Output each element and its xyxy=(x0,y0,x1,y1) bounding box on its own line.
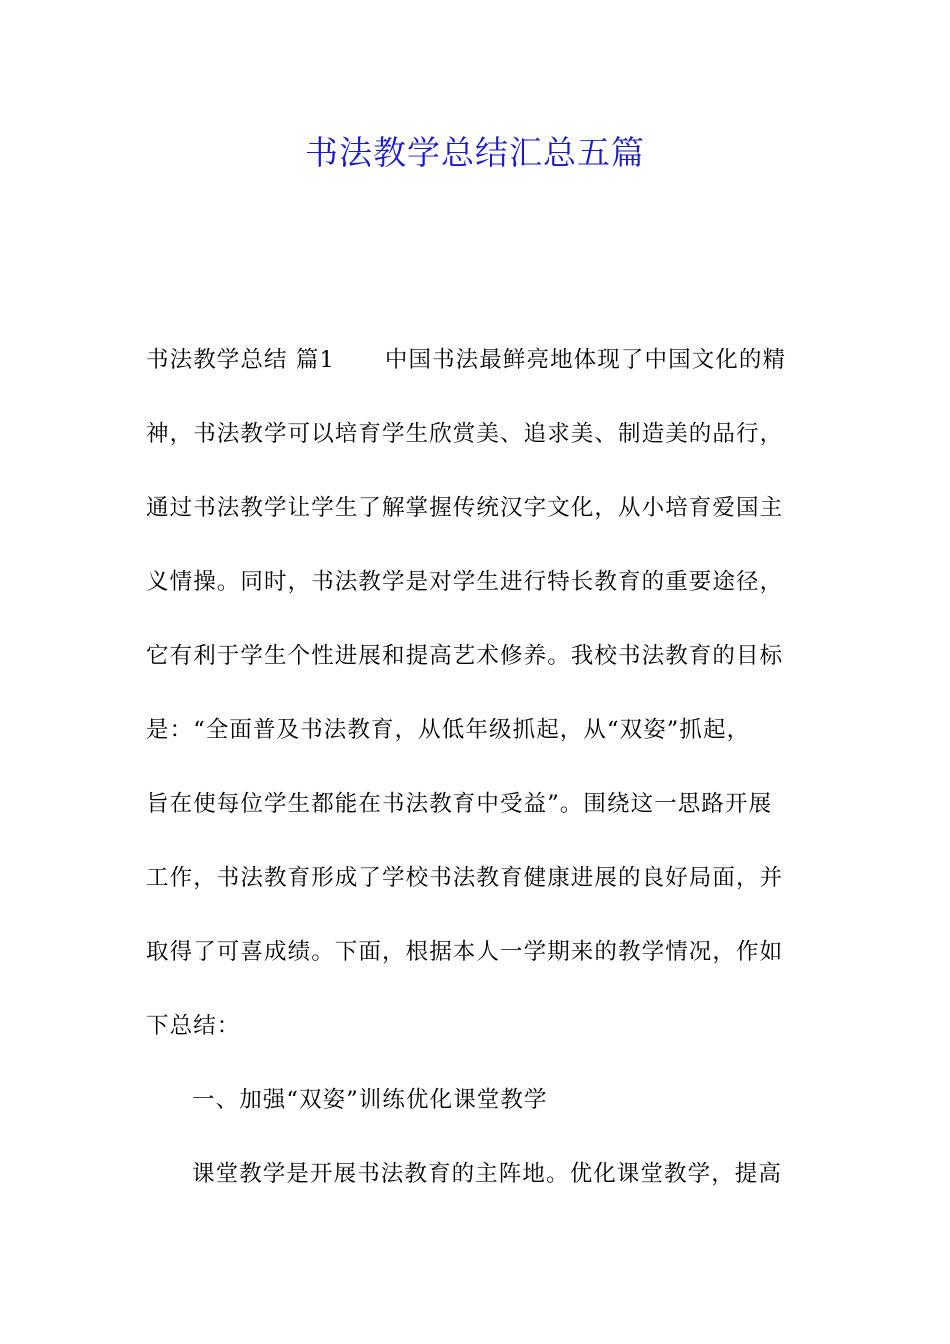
section-1-body xyxy=(146,323,810,1211)
paragraph-line: 取得了可喜成绩。下面，根据本人一学期来的教学情况，作如 xyxy=(146,939,784,965)
paragraph-line: 下总结： xyxy=(146,1013,241,1039)
section-heading: 书法教学总结 篇1 xyxy=(146,347,335,373)
document-title: 书法教学总结汇总五篇 xyxy=(305,133,645,172)
paragraph-line: 工作，书法教育形成了学校书法教育健康进展的良好局面，并 xyxy=(146,865,784,891)
subheading: 一、加强“双姿”训练优化课堂教学 xyxy=(192,1087,548,1113)
paragraph-line: 神，书法教学可以培育学生欣赏美、追求美、制造美的品行， xyxy=(146,421,784,447)
paragraph-line: 是：“全面普及书法教育，从低年级抓起，从“双姿”抓起， xyxy=(146,717,751,743)
paragraph-line: 义情操。同时，书法教学是对学生进行特长教育的重要途径， xyxy=(146,569,784,595)
section-1-first-line xyxy=(146,323,810,397)
paragraph-line: 通过书法教学让学生了解掌握传统汉字文化，从小培育爱国主 xyxy=(146,495,784,521)
paragraph-line: 它有利于学生个性进展和提高艺术修养。我校书法教育的目标 xyxy=(146,643,784,669)
paragraph-line: 中国书法最鲜亮地体现了中国文化的精 xyxy=(384,347,787,373)
paragraph-line: 旨在使每位学生都能在书法教育中受益”。围绕这一思路开展 xyxy=(146,791,773,817)
paragraph-line: 课堂教学是开展书法教育的主阵地。优化课堂教学，提高 xyxy=(192,1161,783,1187)
